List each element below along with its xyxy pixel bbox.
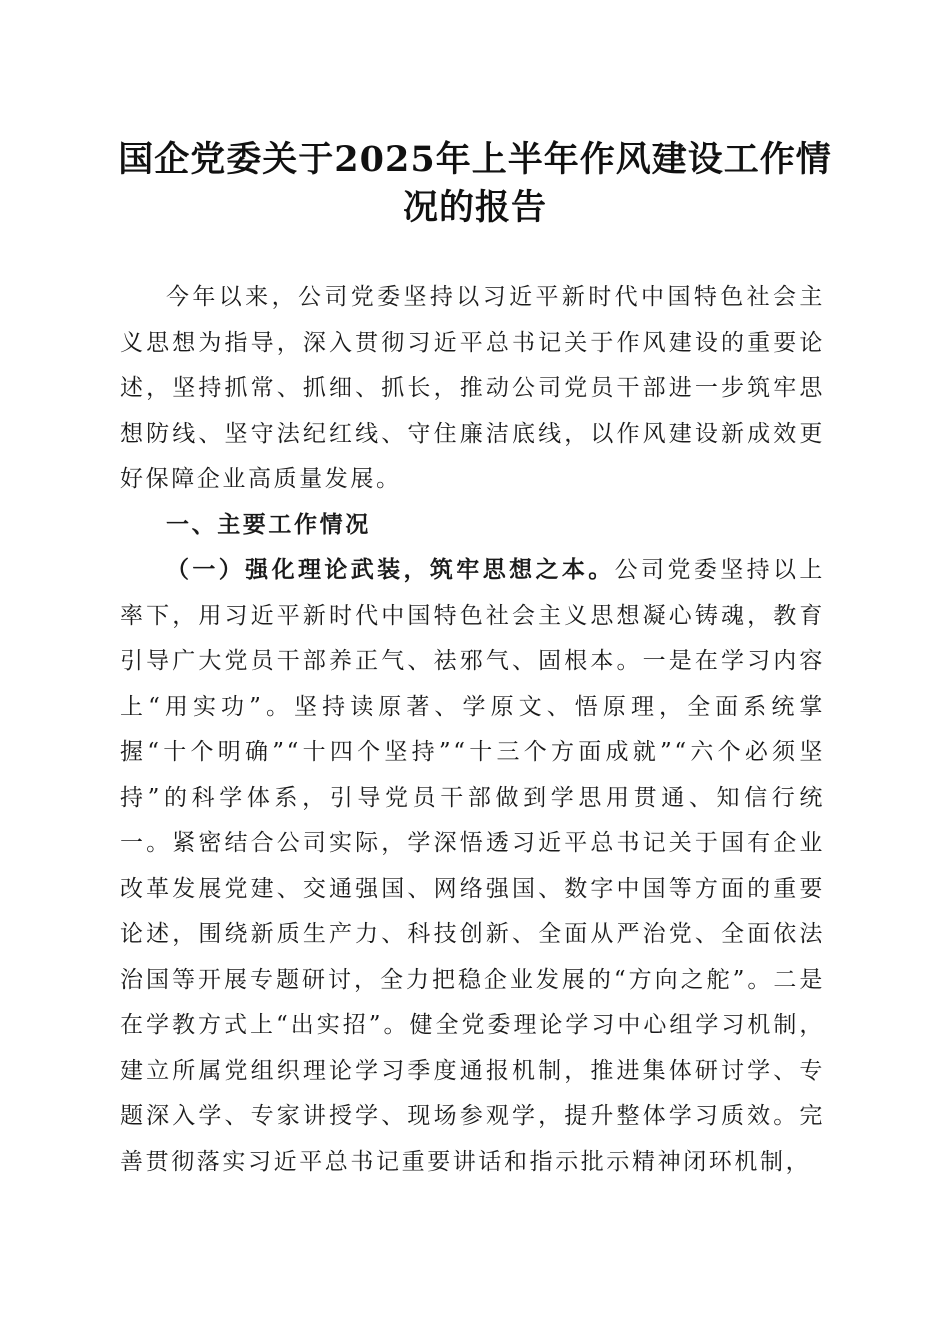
subsection-heading: （一）强化理论武装，筑牢思想之本。 — [166, 557, 615, 583]
document-body — [120, 275, 825, 1185]
subsection-text: 公司党委坚持以上率下，用习近平新时代中国特色社会主义思想凝心铸魂，教育引导广大党员干部养正气、祛邪气、固根本。一是在学习内容上“用实功”。坚持读原著、学原文、悟原理，全面系统掌握“十个明确”“十四个坚持”“十三个方面成就”“六个必须坚持”的科学体系，引导党员干部做到学思用贯通、知信行统一。紧密结合公司实际，学深悟透习近平总书记关于国有企业改革发展党建、交通强国、网络强国、数字中国等方面的重要论述，围绕新质生产力、科技创新、全面从严治党、全面依法治国等开展专题研讨，全力把稳企业发展的“方向之舵”。二是在学教方式上“出实招”。健全党委理论学习中心组学习机制，建立所属党组织理论学习季度通报机制，推进集体研讨学、专题深入学、专家讲授学、现场参观学，提升整体学习质效。完善贯彻落实习近平总书记重要讲话和指示批示精神闭环机制， — [120, 557, 825, 1175]
intro-paragraph: 今年以来，公司党委坚持以习近平新时代中国特色社会主义思想为指导，深入贯彻习近平总书记关于作风建设的重要论述，坚持抓常、抓细、抓长，推动公司党员干部进一步筑牢思想防线、坚守法纪红线、守住廉洁底线，以作风建设新成效更好保障企业高质量发展。 — [120, 284, 825, 492]
document-title: 国企党委关于2025年上半年作风建设工作情况的报告 — [118, 139, 832, 228]
section-heading: 一、主要工作情况 — [166, 511, 371, 538]
subsection-paragraph — [120, 548, 825, 1185]
